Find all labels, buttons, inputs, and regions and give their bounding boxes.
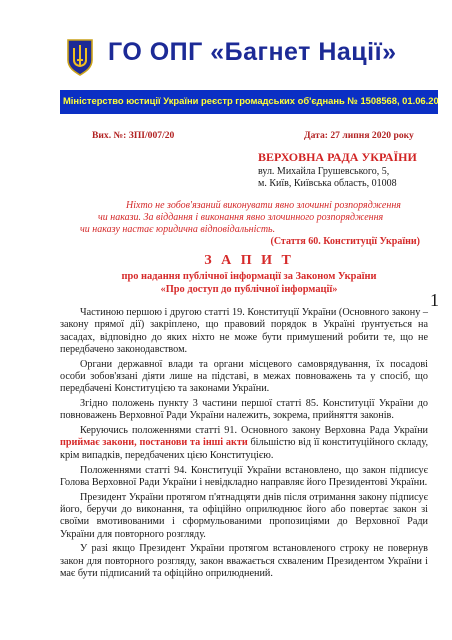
- page-number: 1: [430, 290, 439, 310]
- epigraph-source: (Стаття 60. Конституції України): [270, 236, 420, 247]
- outgoing-reference: Вих. №: ЗПІ/007/20: [92, 130, 175, 141]
- paragraph: У разі якщо Президент України протягом встановленого строку не повернув закон для повторного розгляду, закон вважається схваленим Президентом України і має бути підписаний та офіційно оприлюднений.: [60, 543, 428, 579]
- epigraph-line: Ніхто не зобов'язаний виконувати явно злочинні розпорядження: [126, 200, 401, 211]
- paragraph-text: більшістю від її конституційного складу, крім випадків, передбачених цією Конституцією.: [60, 437, 428, 461]
- paragraph: Органи державної влади та органи місцевого самоврядування, їх посадові особи зобов'язані діяти лише на підставі, в межах повноважень та у спосіб, що передбачені Конституцією та законами України.: [60, 358, 428, 395]
- highlighted-text: приймає закони, постанови та інші акти: [60, 437, 248, 449]
- recipient-name: ВЕРХОВНА РАДА УКРАЇНИ: [258, 150, 417, 164]
- document-title: З А П И Т: [204, 253, 294, 268]
- paragraph: Президент України протягом п'ятнадцяти днів після отримання закону підписує його, беручи до виконання, та офіційно оприлюднює його або повертає закон зі своїми вмотивованими і сформульованими пропозиціями до Верховної Ради України для повторного розгляду.: [60, 491, 428, 540]
- letter-date: Дата: 27 липня 2020 року: [304, 130, 414, 141]
- registry-banner: [60, 90, 438, 114]
- epigraph-line: чи наказу настає юридична відповідальність.: [80, 224, 276, 235]
- paragraph: Частиною першою і другою статті 19. Конституції України (Основного закону – закону прямої дії) закріплено, що правовий порядок в Україні ґрунтується на засадах, відповідно до яких ніхто не може бути примушений робити те, що не передбачено законодавством.: [60, 307, 428, 355]
- paragraph: [60, 425, 428, 462]
- epigraph-line: чи накази. За віддання і виконання явно злочинного розпорядження: [98, 212, 384, 223]
- subtitle-line: «Про доступ до публічної інформації»: [160, 284, 338, 295]
- registry-text: Міністерство юстиції України реєстр громадських об'єднань № 1508568, 01.06.20: [63, 95, 439, 106]
- document-subtitle: [60, 270, 438, 296]
- letter-body: [60, 307, 428, 583]
- recipient-city: м. Київ, Київська область, 01008: [258, 178, 397, 189]
- organization-title: ГО ОПГ «Багнет Нації»: [108, 38, 397, 66]
- epigraph: [80, 200, 420, 248]
- paragraph: Згідно положень пункту 3 частини першої статті 85. Конституції України до повноважень Верховної Ради України належить, зокрема, прийняття законів.: [60, 398, 428, 422]
- paragraph: Положеннями статті 94. Конституції України встановлено, що закон підписує Голова Верховної Ради України і невідкладно направляє його Президентові України.: [60, 464, 428, 488]
- recipient-address: [258, 166, 397, 190]
- paragraph-text: Керуючись положеннями статті 91. Основного закону Верховна Рада України: [80, 425, 428, 437]
- trident-emblem-icon: [65, 38, 95, 76]
- recipient-street: вул. Михайла Грушевського, 5,: [258, 166, 390, 177]
- subtitle-line: про надання публічної інформації за Законом України: [121, 271, 377, 282]
